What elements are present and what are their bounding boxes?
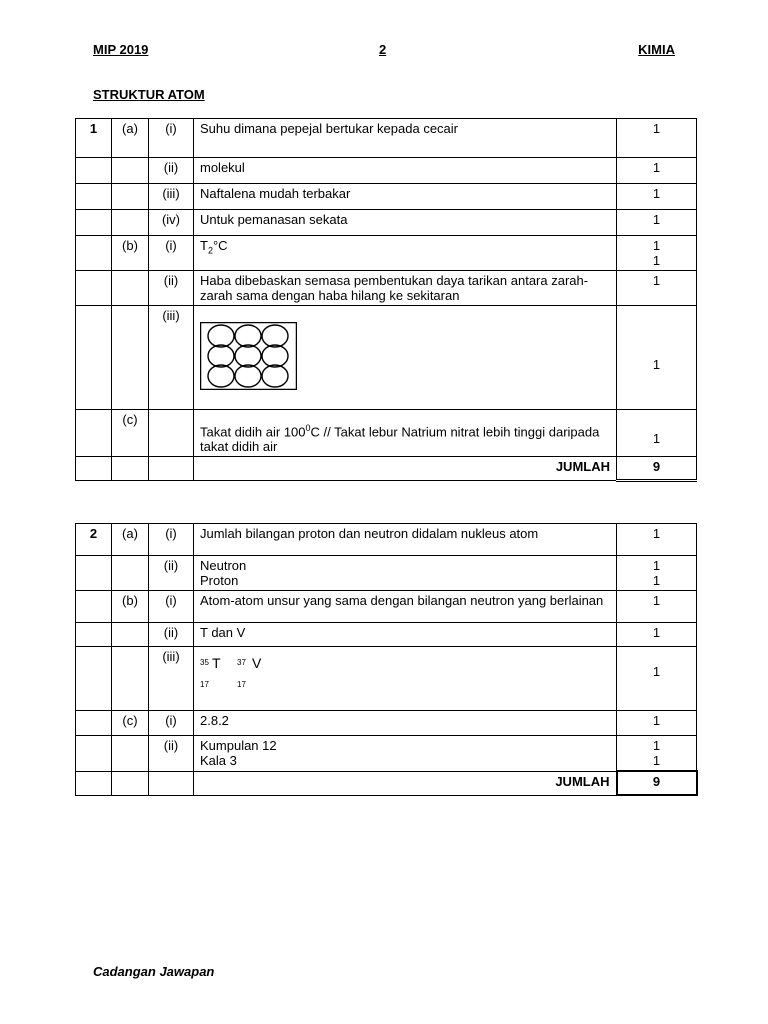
- table-row: [76, 647, 697, 711]
- isotope-t-proton-number: 17: [200, 680, 209, 689]
- marks: 1 1: [617, 736, 697, 772]
- subpart-label: (i): [149, 236, 194, 271]
- table-row: [76, 271, 697, 306]
- part-label: (b): [112, 591, 149, 623]
- subpart-label: (ii): [149, 158, 194, 184]
- part-label: (a): [112, 119, 149, 158]
- part-label: (c): [112, 410, 149, 457]
- isotope-v-proton-number: 17: [237, 680, 246, 689]
- subpart-label: (ii): [149, 623, 194, 647]
- solid-particle-arrangement-diagram: [200, 322, 297, 390]
- part-label: [112, 623, 149, 647]
- table-row: [76, 236, 697, 271]
- subpart-label: (ii): [149, 556, 194, 591]
- table-row: [76, 410, 697, 457]
- answer-text: Haba dibebaskan semasa pembentukan daya tarikan antara zarah-zarah sama dengan haba hilang ke sekitaran: [194, 271, 617, 306]
- marks: 1: [617, 306, 697, 410]
- part-label: [112, 736, 149, 772]
- marks: 1: [617, 210, 697, 236]
- part-label: [112, 210, 149, 236]
- isotope-t-symbol: T: [212, 655, 221, 671]
- table-row: [76, 306, 697, 410]
- subpart-label: (iv): [149, 210, 194, 236]
- marks: 1: [617, 623, 697, 647]
- isotope-notation: [200, 649, 610, 689]
- answer-text: Takat didih air $100^0C$ // Takat lebur Natrium nitrat lebih tinggi daripada takat didih air: [194, 410, 617, 457]
- question-2-table: [75, 523, 698, 796]
- marks: 1: [617, 184, 697, 210]
- part-label: [112, 158, 149, 184]
- table-row: [76, 210, 697, 236]
- answer-text: $T_2^\circ C$: [194, 236, 617, 271]
- header-right: KIMIA: [638, 42, 675, 57]
- isotope-v-symbol: V: [252, 655, 262, 671]
- subpart-label: (i): [149, 591, 194, 623]
- section-title: STRUKTUR ATOM: [93, 87, 205, 102]
- footer-text: Cadangan Jawapan: [93, 964, 215, 979]
- answer-text: T dan V: [194, 623, 617, 647]
- part-label: (c): [112, 711, 149, 736]
- table-row: [76, 623, 697, 647]
- marks: 1: [617, 647, 697, 711]
- part-label: (a): [112, 524, 149, 556]
- marks: 1 1: [617, 236, 697, 271]
- total-label: JUMLAH: [194, 457, 617, 481]
- total-label: JUMLAH: [194, 771, 617, 795]
- table-row: [76, 591, 697, 623]
- particle-diagram-cell: [194, 306, 617, 410]
- table-row: [76, 184, 697, 210]
- marks: 1 1: [617, 556, 697, 591]
- subpart-label: (ii): [149, 736, 194, 772]
- question-number: 1: [76, 119, 112, 158]
- header-left: MIP 2019: [93, 42, 149, 57]
- answer-text: Kumpulan 12 Kala 3: [194, 736, 617, 772]
- answer-text: Untuk pemanasan sekata: [194, 210, 617, 236]
- subpart-label: (i): [149, 119, 194, 158]
- subpart-label: [149, 410, 194, 457]
- marks: 1: [617, 591, 697, 623]
- answer-text: Neutron Proton: [194, 556, 617, 591]
- part-label: [112, 647, 149, 711]
- marks: 1: [617, 410, 697, 457]
- isotope-t-mass-number: 35: [200, 658, 209, 667]
- part-label: [112, 556, 149, 591]
- total-marks: 9: [617, 457, 697, 481]
- marks: 1: [617, 119, 697, 158]
- answer-text: molekul: [194, 158, 617, 184]
- table-row: [76, 736, 697, 772]
- isotope-notation-cell: [194, 647, 617, 711]
- table-row: [76, 556, 697, 591]
- subpart-label: (iii): [149, 306, 194, 410]
- answer-text: Suhu dimana pepejal bertukar kepada cecair: [194, 119, 617, 158]
- part-label: (b): [112, 236, 149, 271]
- question-number: 2: [76, 524, 112, 556]
- subpart-label: (ii): [149, 271, 194, 306]
- isotope-v-mass-number: 37: [237, 658, 246, 667]
- part-label: [112, 184, 149, 210]
- marks: 1: [617, 271, 697, 306]
- table-row: [76, 158, 697, 184]
- answer-text: Naftalena mudah terbakar: [194, 184, 617, 210]
- part-label: [112, 306, 149, 410]
- total-row: [76, 771, 697, 795]
- table-row: [76, 711, 697, 736]
- part-label: [112, 271, 149, 306]
- marks: 1: [617, 524, 697, 556]
- table-row: [76, 524, 697, 556]
- total-row: [76, 457, 697, 481]
- marks: 1: [617, 711, 697, 736]
- header-page-number: 2: [379, 42, 387, 57]
- table-row: [76, 119, 697, 158]
- subpart-label: (i): [149, 524, 194, 556]
- answer-text: 2.8.2: [194, 711, 617, 736]
- subpart-label: (i): [149, 711, 194, 736]
- subpart-label: (iii): [149, 184, 194, 210]
- marks: 1: [617, 158, 697, 184]
- answer-text: Atom-atom unsur yang sama dengan bilangan neutron yang berlainan: [194, 591, 617, 623]
- question-1-table: [75, 118, 697, 482]
- total-marks: 9: [617, 771, 697, 795]
- answer-text: Jumlah bilangan proton dan neutron didalam nukleus atom: [194, 524, 617, 556]
- subpart-label: (iii): [149, 647, 194, 711]
